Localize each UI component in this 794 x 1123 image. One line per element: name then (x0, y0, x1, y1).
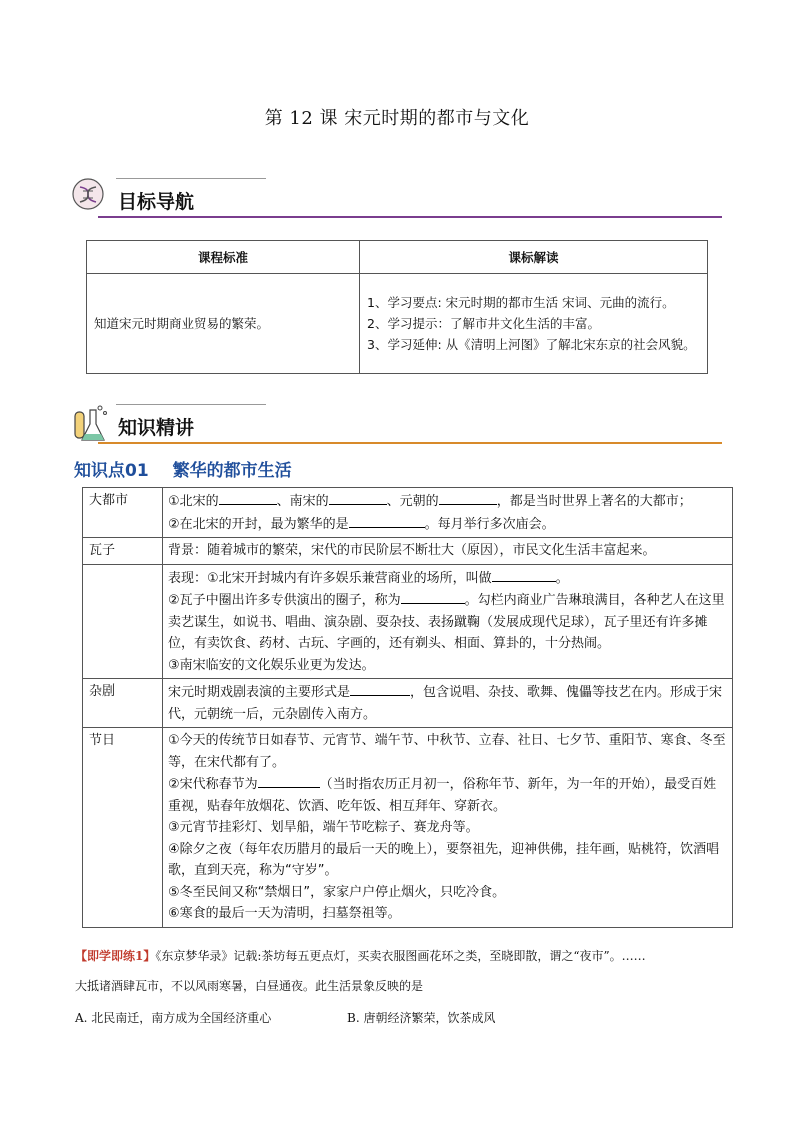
knowledge-table (82, 487, 733, 928)
exercise-line-1: 【即学即练1】《东京梦华录》记载:茶坊每五更点灯，买卖衣服图画花环之类，至晓即散，谓之“夜市”。…… (75, 949, 646, 963)
section-underline (98, 442, 722, 444)
row-content: 表现：①北宋开封城内有许多娱乐兼营商业的场所，叫做 。 ②瓦子中圈出许多专供演出的圈子，称为 。勾栏内商业广告琳琅满目，各种艺人在这里卖艺谋生，如说书、唱曲、演杂剧、耍杂技、表扬蹴鞠（发展成现代足球），瓦子里还有许多摊位，有卖饮食、药材、古玩、字画的，还有剃头、相面、算卦的，十分热闹。 ③南宋临安的文化娱乐业更为发达。 (163, 564, 733, 679)
option-b[interactable]: B. 唐朝经济繁荣，饮茶成风 (347, 1011, 496, 1025)
section-underline (98, 216, 722, 218)
interpretation-line: 3、学习延伸: 从《清明上河图》了解北宋东京的社会风貌。 (367, 337, 696, 352)
section-header-goals (70, 176, 722, 218)
standard-cell: 知道宋元时期商业贸易的繁荣。 (87, 274, 360, 374)
row-head: 节日 (83, 728, 163, 928)
page-title: 第 12 课 宋元时期的都市与文化 (264, 108, 530, 129)
fill-blank[interactable] (439, 490, 497, 505)
row-content: ①北宋的 、南宋的 、元朝的 ，都是当时世界上著名的大都市； ②在北宋的开封，最为繁华的是 。每月举行多次庙会。 (163, 488, 733, 538)
section-label: 目标导航 (118, 191, 195, 213)
header-accent-line (116, 178, 266, 179)
section-label: 知识精讲 (118, 417, 195, 439)
fill-blank[interactable] (401, 589, 465, 604)
row-head: 杂剧 (83, 679, 163, 728)
option-a[interactable]: A. 北民南迁，南方成为全国经济重心 (75, 1011, 272, 1025)
row-head: 瓦子 (83, 538, 163, 565)
fill-blank[interactable] (329, 490, 387, 505)
row-content: 宋元时期戏剧表演的主要形式是 ，包含说唱、杂技、歌舞、傀儡等技艺在内。形成于宋代，元朝统一后，元杂剧传入南方。 (163, 679, 733, 728)
fill-blank[interactable] (492, 567, 556, 582)
fill-blank[interactable] (349, 513, 425, 528)
row-head: 大都市 (83, 488, 163, 538)
knowledge-point-number: 知识点01 (74, 461, 149, 481)
goals-table (86, 240, 708, 374)
fill-blank[interactable] (350, 681, 410, 696)
dna-badge-icon (70, 176, 104, 216)
header-accent-line (116, 404, 266, 405)
header-standard: 课程标准 (87, 241, 360, 274)
fill-blank[interactable] (258, 773, 320, 788)
table-row (83, 564, 733, 679)
interpretation-line: 1、学习要点: 宋元时期的都市生活 宋词、元曲的流行。 (367, 295, 675, 310)
table-row (83, 679, 733, 728)
interpretation-line: 2、学习提示：了解市井文化生活的丰富。 (367, 316, 600, 331)
exercise-tag: 【即学即练1】 (75, 949, 156, 963)
exercise-line-2: 大抵诸酒肆瓦市，不以风雨寒暑，白昼通夜。此生活景象反映的是 (75, 979, 424, 993)
knowledge-point-heading (74, 456, 292, 481)
section-header-knowledge (70, 402, 722, 444)
row-content: ①今天的传统节日如春节、元宵节、端午节、中秋节、立春、社日、七夕节、重阳节、寒食、冬至等，在宋代都有了。 ②宋代称春节为 （当时指农历正月初一，俗称年节、新年，为一年的开始），最受百姓重视，贴春年放烟花、饮酒、吃年饭、相互拜年、穿新衣。 ③元宵节挂彩灯、划旱船，端午节吃粽子、赛龙舟等。 ④除夕之夜（每年农历腊月的最后一天的晚上），要祭祖先，迎神供佛，挂年画，贴桃符，饮酒唱歌，直到天亮，称为“守岁”。 ⑤冬至民间又称“禁烟日”，家家户户停止烟火，只吃冷食。 ⑥寒食的最后一天为清明，扫墓祭祖等。 (163, 728, 733, 928)
knowledge-point-title: 繁华的都市生活 (172, 461, 292, 481)
flask-icon (70, 402, 110, 444)
row-head-empty (83, 564, 163, 679)
table-row (83, 728, 733, 928)
interpretation-cell (360, 274, 708, 374)
row-content: 背景：随着城市的繁荣，宋代的市民阶层不断壮大（原因），市民文化生活丰富起来。 (163, 538, 733, 565)
table-row (83, 538, 733, 565)
table-row (83, 488, 733, 538)
fill-blank[interactable] (219, 490, 277, 505)
header-interpretation: 课标解读 (360, 241, 708, 274)
